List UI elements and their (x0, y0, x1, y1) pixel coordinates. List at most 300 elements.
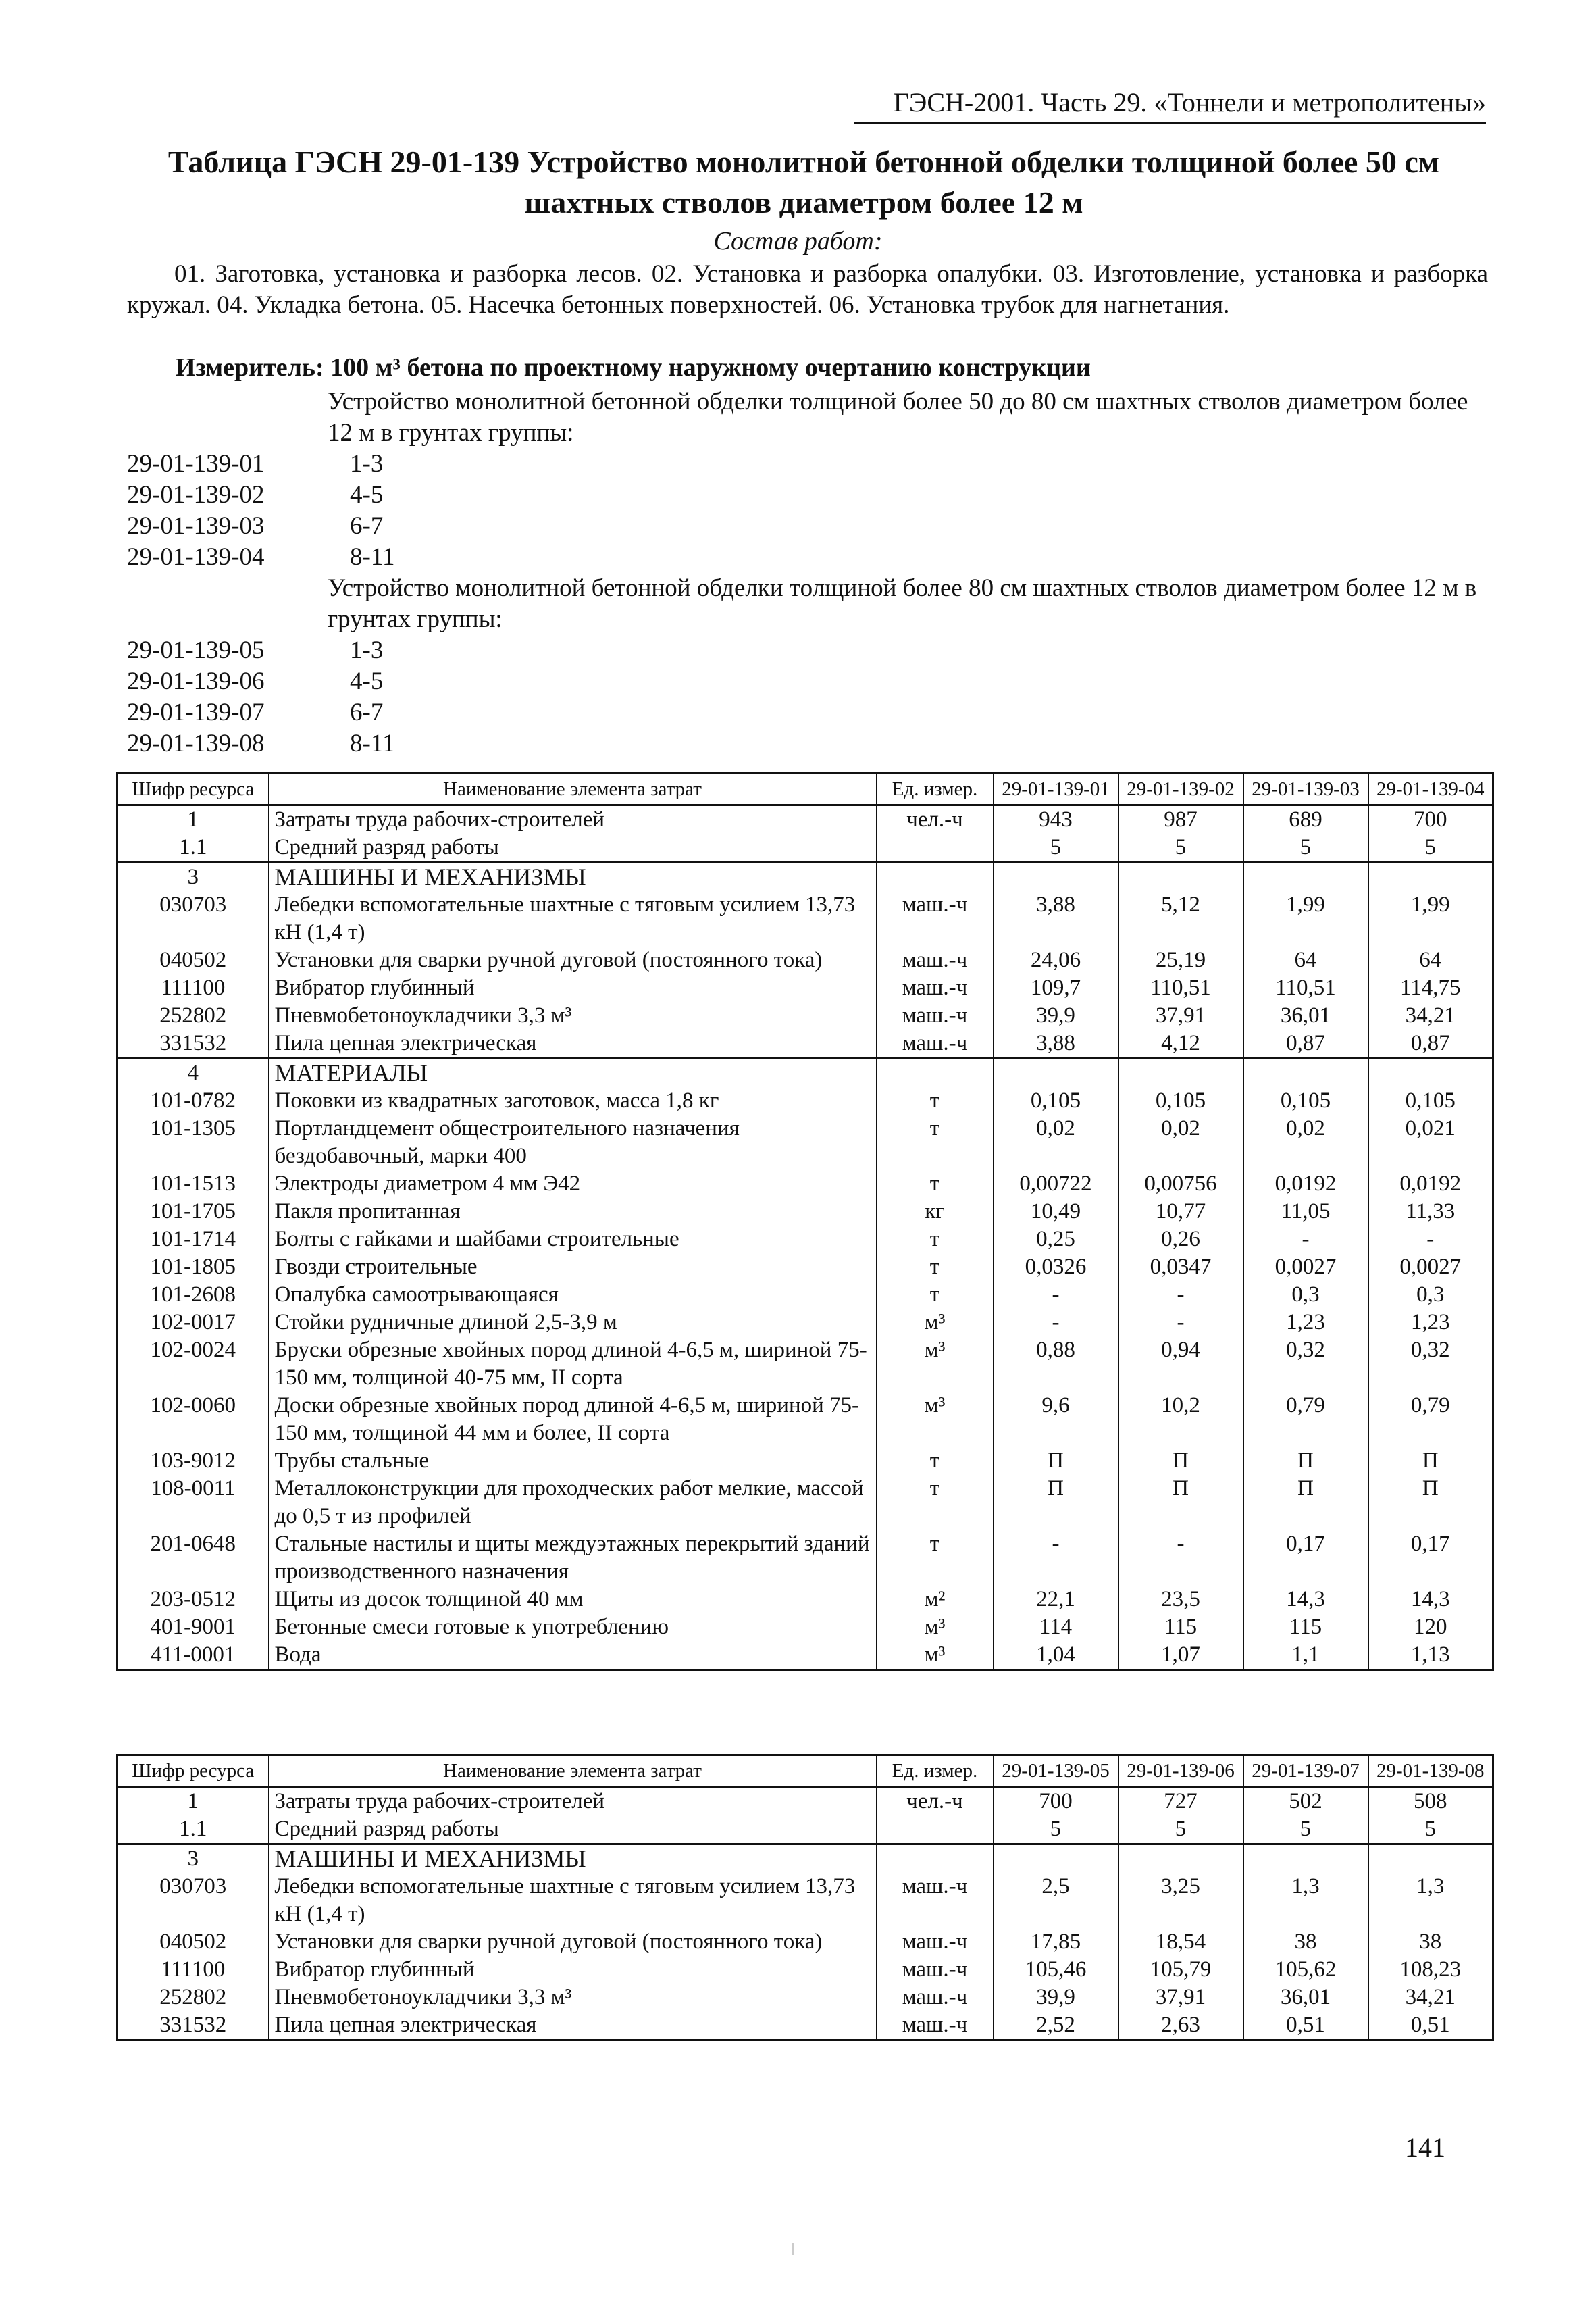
table-row (118, 1170, 1493, 1198)
resource-unit: маш.-ч (877, 1002, 994, 1030)
norm-value (994, 1059, 1118, 1088)
norm-value: 3,25 (1118, 1873, 1243, 1928)
norm-value: 34,21 (1368, 1984, 1493, 2011)
table-row (118, 1281, 1493, 1309)
table-row (118, 1844, 1493, 1873)
code-line (127, 511, 383, 542)
table-row (118, 1873, 1493, 1928)
group-heading-2: Устройство монолитной бетонной обделки толщиной более 80 см шахтных стволов диаметром более 12 м в грунтах группы: (328, 574, 1477, 633)
resource-unit: т (877, 1253, 994, 1281)
resource-code: 103-9012 (118, 1447, 269, 1475)
resource-unit (877, 1059, 994, 1088)
col-header-name: Наименование элемента затрат (269, 1755, 877, 1787)
table-row (118, 834, 1493, 863)
resource-unit: м³ (877, 1336, 994, 1392)
norm-value: 0,26 (1118, 1226, 1243, 1253)
table-row (118, 1336, 1493, 1392)
norm-value: 114,75 (1368, 974, 1493, 1002)
norm-value: 1,23 (1368, 1309, 1493, 1336)
resource-unit: маш.-ч (877, 1984, 994, 2011)
resource-code: 4 (118, 1059, 269, 1088)
norm-value (994, 863, 1118, 892)
resource-unit: чел.-ч (877, 1787, 994, 1816)
resource-unit: м³ (877, 1392, 994, 1447)
norm-value: 0,105 (1118, 1087, 1243, 1115)
norm-value: - (994, 1309, 1118, 1336)
norm-value: - (1243, 1226, 1368, 1253)
norm-value: 105,46 (994, 1956, 1118, 1984)
norm-value: 17,85 (994, 1928, 1118, 1956)
norm-value: 105,62 (1243, 1956, 1368, 1984)
table-header-row (118, 774, 1493, 805)
norm-value: 115 (1118, 1613, 1243, 1641)
soil-group: 4-5 (350, 668, 384, 695)
resource-unit: маш.-ч (877, 2011, 994, 2040)
norm-value: 10,2 (1118, 1392, 1243, 1447)
soil-group: 6-7 (350, 699, 384, 726)
resource-code: 1 (118, 805, 269, 834)
col-header-norm: 29-01-139-07 (1243, 1755, 1368, 1787)
norm-value: 5 (1368, 834, 1493, 863)
resource-unit: маш.-ч (877, 891, 994, 947)
col-header-norm: 29-01-139-02 (1118, 774, 1243, 805)
code-line (127, 697, 383, 728)
table-title: Таблица ГЭСН 29-01-139 Устройство монолитной бетонной обделки толщиной более 50 см шахтных стволов диаметром более 12 м (168, 145, 1440, 220)
norm-code: 29-01-139-01 (127, 450, 265, 478)
norm-value: - (1118, 1530, 1243, 1586)
norm-value: 64 (1243, 947, 1368, 974)
table-row (118, 891, 1493, 947)
norm-value: 39,9 (994, 1984, 1118, 2011)
norm-value: 0,32 (1243, 1336, 1368, 1392)
table-row (118, 947, 1493, 974)
norm-value: 115 (1243, 1613, 1368, 1641)
norm-value: 24,06 (994, 947, 1118, 974)
col-header-norm: 29-01-139-03 (1243, 774, 1368, 805)
table-row (118, 1641, 1493, 1670)
col-header-unit: Ед. измер. (877, 774, 994, 805)
norm-value: 0,00756 (1118, 1170, 1243, 1198)
resource-code: 030703 (118, 1873, 269, 1928)
norm-value: 10,49 (994, 1198, 1118, 1226)
resource-name: Затраты труда рабочих-строителей (269, 805, 877, 834)
norm-value: 700 (994, 1787, 1118, 1816)
resource-name: Установки для сварки ручной дуговой (постоянного тока) (269, 947, 877, 974)
norm-value: - (994, 1530, 1118, 1586)
norm-value: - (1118, 1309, 1243, 1336)
resource-unit: т (877, 1170, 994, 1198)
table-row (118, 1447, 1493, 1475)
table-row (118, 1613, 1493, 1641)
norm-value: 1,3 (1243, 1873, 1368, 1928)
resource-unit: т (877, 1115, 994, 1170)
code-line (127, 449, 383, 480)
resource-unit (877, 834, 994, 863)
resource-code: 203-0512 (118, 1586, 269, 1613)
norm-value: 0,0326 (994, 1253, 1118, 1281)
resource-code: 1.1 (118, 1815, 269, 1844)
norm-value: П (1368, 1475, 1493, 1530)
norm-value: 0,3 (1243, 1281, 1368, 1309)
resource-name: Лебедки вспомогательные шахтные с тяговым усилием 13,73 кН (1,4 т) (269, 891, 877, 947)
resource-name: Пила цепная электрическая (269, 1030, 877, 1059)
norm-value: 22,1 (994, 1586, 1118, 1613)
resource-code: 101-1513 (118, 1170, 269, 1198)
resource-code: 101-0782 (118, 1087, 269, 1115)
norm-value: 2,63 (1118, 2011, 1243, 2040)
norm-value: 1,3 (1368, 1873, 1493, 1928)
norm-value: П (1118, 1447, 1243, 1475)
norm-value: 11,33 (1368, 1198, 1493, 1226)
resource-code: 108-0011 (118, 1475, 269, 1530)
soil-group: 4-5 (350, 481, 384, 509)
resource-name: Вибратор глубинный (269, 1956, 877, 1984)
resource-name: Пила цепная электрическая (269, 2011, 877, 2040)
col-header-norm: 29-01-139-05 (994, 1755, 1118, 1787)
norm-value: 0,0347 (1118, 1253, 1243, 1281)
norm-value: 109,7 (994, 974, 1118, 1002)
scan-mark (792, 2243, 794, 2255)
resource-name: Вода (269, 1641, 877, 1670)
resource-name: Средний разряд работы (269, 834, 877, 863)
norm-value: 0,32 (1368, 1336, 1493, 1392)
resource-name: Затраты труда рабочих-строителей (269, 1787, 877, 1816)
norm-value: 0,105 (994, 1087, 1118, 1115)
norm-value: 37,91 (1118, 1984, 1243, 2011)
table-row (118, 1815, 1493, 1844)
norm-value: 3,88 (994, 891, 1118, 947)
resource-code: 3 (118, 863, 269, 892)
table-row (118, 974, 1493, 1002)
resource-name: Вибратор глубинный (269, 974, 877, 1002)
resource-name: Поковки из квадратных заготовок, масса 1,8 кг (269, 1087, 877, 1115)
norm-value: 39,9 (994, 1002, 1118, 1030)
table-row (118, 1002, 1493, 1030)
norm-value: 10,77 (1118, 1198, 1243, 1226)
resource-unit: кг (877, 1198, 994, 1226)
soil-group: 6-7 (350, 512, 384, 540)
resource-unit (877, 1844, 994, 1873)
table-header-row (118, 1755, 1493, 1787)
resource-unit: т (877, 1226, 994, 1253)
norm-value: 1,99 (1368, 891, 1493, 947)
resource-unit (877, 863, 994, 892)
resource-name: МАТЕРИАЛЫ (269, 1059, 877, 1088)
table-row (118, 1586, 1493, 1613)
norm-value: 37,91 (1118, 1002, 1243, 1030)
norm-value: 0,021 (1368, 1115, 1493, 1170)
resource-name: Бетонные смеси готовые к употреблению (269, 1613, 877, 1641)
norm-value: 25,19 (1118, 947, 1243, 974)
norm-value: 0,17 (1243, 1530, 1368, 1586)
table-row (118, 1226, 1493, 1253)
resource-code: 101-1714 (118, 1226, 269, 1253)
norm-value: 34,21 (1368, 1002, 1493, 1030)
norm-value: 2,52 (994, 2011, 1118, 2040)
norm-value: 0,79 (1243, 1392, 1368, 1447)
norm-value: 9,6 (994, 1392, 1118, 1447)
norm-value: 943 (994, 805, 1118, 834)
resource-code: 401-9001 (118, 1613, 269, 1641)
norm-value (1243, 1059, 1368, 1088)
resource-code: 101-2608 (118, 1281, 269, 1309)
resource-code: 331532 (118, 2011, 269, 2040)
norm-value: 23,5 (1118, 1586, 1243, 1613)
resource-code: 030703 (118, 891, 269, 947)
resource-name: Доски обрезные хвойных пород длиной 4-6,5 м, шириной 75-150 мм, толщиной 44 мм и более, II сорта (269, 1392, 877, 1447)
norm-value: 105,79 (1118, 1956, 1243, 1984)
code-line (127, 542, 394, 573)
col-header-name: Наименование элемента затрат (269, 774, 877, 805)
norm-value: 0,51 (1243, 2011, 1368, 2040)
norm-value: 38 (1243, 1928, 1368, 1956)
norm-value: - (1368, 1226, 1493, 1253)
norm-value (994, 1844, 1118, 1873)
resource-code: 102-0060 (118, 1392, 269, 1447)
resource-code: 3 (118, 1844, 269, 1873)
resource-name: Пакля пропитанная (269, 1198, 877, 1226)
resource-name: Пневмобетоноукладчики 3,3 м³ (269, 1984, 877, 2011)
norm-value: 2,5 (994, 1873, 1118, 1928)
norm-value: 5 (1243, 1815, 1368, 1844)
norm-value: 1,07 (1118, 1641, 1243, 1670)
norm-value: 36,01 (1243, 1002, 1368, 1030)
norm-value: 0,3 (1368, 1281, 1493, 1309)
norm-value (1118, 1059, 1243, 1088)
norm-value: 0,17 (1368, 1530, 1493, 1586)
resource-unit: маш.-ч (877, 947, 994, 974)
col-header-norm: 29-01-139-04 (1368, 774, 1493, 805)
norm-value (1243, 1844, 1368, 1873)
soil-group: 8-11 (350, 730, 395, 757)
norm-value: П (1118, 1475, 1243, 1530)
table-row (118, 1984, 1493, 2011)
resource-unit: т (877, 1475, 994, 1530)
table-row (118, 1115, 1493, 1170)
resource-unit (877, 1815, 994, 1844)
norm-value: 14,3 (1368, 1586, 1493, 1613)
table-row (118, 1059, 1493, 1088)
norm-value: 11,05 (1243, 1198, 1368, 1226)
resource-code: 101-1705 (118, 1198, 269, 1226)
resource-unit: т (877, 1530, 994, 1586)
works-description: 01. Заготовка, установка и разборка лесов. 02. Установка и разборка опалубки. 03. Изготовление, установка и разборка кружал. 04. Укладка бетона. 05. Насечка бетонных поверхностей. 06. Установка трубок для нагнетания. (127, 260, 1488, 319)
col-header-norm: 29-01-139-01 (994, 774, 1118, 805)
col-header-code: Шифр ресурса (118, 1755, 269, 1787)
page-number: 141 (1405, 2132, 1445, 2163)
col-header-code: Шифр ресурса (118, 774, 269, 805)
norm-value: 3,88 (994, 1030, 1118, 1059)
norm-value: П (1243, 1475, 1368, 1530)
resource-code: 040502 (118, 1928, 269, 1956)
soil-group: 8-11 (350, 543, 395, 571)
running-header: ГЭСН-2001. Часть 29. «Тоннели и метрополитены» (854, 86, 1486, 124)
norm-value: 4,12 (1118, 1030, 1243, 1059)
table-row (118, 1309, 1493, 1336)
group-heading-1: Устройство монолитной бетонной обделки толщиной более 50 до 80 см шахтных стволов диаметром более 12 м в грунтах группы: (328, 388, 1468, 447)
resource-name: МАШИНЫ И МЕХАНИЗМЫ (269, 1844, 877, 1873)
code-line (127, 728, 394, 759)
norm-value (1118, 1844, 1243, 1873)
norm-value: 0,94 (1118, 1336, 1243, 1392)
norm-value: 38 (1368, 1928, 1493, 1956)
norm-value: 0,0192 (1243, 1170, 1368, 1198)
norm-value: 700 (1368, 805, 1493, 834)
table-row (118, 2011, 1493, 2040)
resource-name: Электроды диаметром 4 мм Э42 (269, 1170, 877, 1198)
resource-unit: м³ (877, 1613, 994, 1641)
norm-value: 0,02 (1243, 1115, 1368, 1170)
col-header-norm: 29-01-139-06 (1118, 1755, 1243, 1787)
norm-value: П (994, 1475, 1118, 1530)
norm-value: 14,3 (1243, 1586, 1368, 1613)
resource-name: Гвозди строительные (269, 1253, 877, 1281)
resource-code: 102-0017 (118, 1309, 269, 1336)
table-row (118, 1787, 1493, 1816)
resource-unit: м³ (877, 1641, 994, 1670)
norm-value: 5 (1118, 834, 1243, 863)
table-row (118, 1198, 1493, 1226)
norm-value: 0,88 (994, 1336, 1118, 1392)
norm-value: - (1118, 1281, 1243, 1309)
resource-unit: маш.-ч (877, 1956, 994, 1984)
norm-code: 29-01-139-05 (127, 636, 265, 664)
resource-code: 201-0648 (118, 1530, 269, 1586)
norm-value: 508 (1368, 1787, 1493, 1816)
norm-value: 0,0027 (1243, 1253, 1368, 1281)
norm-value: 987 (1118, 805, 1243, 834)
resource-code: 411-0001 (118, 1641, 269, 1670)
resource-code: 111100 (118, 974, 269, 1002)
resource-code: 102-0024 (118, 1336, 269, 1392)
resource-unit: м² (877, 1586, 994, 1613)
norm-value: 1,13 (1368, 1641, 1493, 1670)
resource-name: Установки для сварки ручной дуговой (постоянного тока) (269, 1928, 877, 1956)
norm-value: 502 (1243, 1787, 1368, 1816)
code-line (127, 666, 383, 697)
norm-value: - (994, 1281, 1118, 1309)
resource-name: Стальные настилы и щиты междуэтажных перекрытий зданий производственного назначения (269, 1530, 877, 1586)
table-row (118, 1392, 1493, 1447)
norm-value: 0,02 (1118, 1115, 1243, 1170)
measure-unit: Измеритель: 100 м³ бетона по проектному наружному очертанию конструкции (176, 353, 1091, 382)
table-row (118, 1253, 1493, 1281)
table-row (118, 1030, 1493, 1059)
norm-value: П (1368, 1447, 1493, 1475)
norm-code: 29-01-139-06 (127, 668, 265, 695)
norm-value: 0,02 (994, 1115, 1118, 1170)
resource-code: 1 (118, 1787, 269, 1816)
norm-value: П (1243, 1447, 1368, 1475)
norm-value: 5 (1368, 1815, 1493, 1844)
resource-code: 252802 (118, 1002, 269, 1030)
resource-table-1 (116, 772, 1494, 1671)
resource-unit: чел.-ч (877, 805, 994, 834)
table-row (118, 1928, 1493, 1956)
norm-code: 29-01-139-02 (127, 481, 265, 509)
soil-group: 1-3 (350, 450, 384, 478)
norm-value: 0,00722 (994, 1170, 1118, 1198)
norm-value: 64 (1368, 947, 1493, 974)
norm-value: 1,99 (1243, 891, 1368, 947)
norm-value: 0,25 (994, 1226, 1118, 1253)
resource-unit: м³ (877, 1309, 994, 1336)
resource-table-2 (116, 1754, 1494, 2041)
resource-unit: т (877, 1447, 994, 1475)
norm-value: 5 (1118, 1815, 1243, 1844)
norm-value: 689 (1243, 805, 1368, 834)
norm-value: 5 (994, 834, 1118, 863)
col-header-norm: 29-01-139-08 (1368, 1755, 1493, 1787)
table-row (118, 1087, 1493, 1115)
norm-code: 29-01-139-03 (127, 512, 265, 540)
norm-value: 108,23 (1368, 1956, 1493, 1984)
soil-group: 1-3 (350, 636, 384, 664)
norm-value: 727 (1118, 1787, 1243, 1816)
table-row (118, 1475, 1493, 1530)
norm-value: 1,04 (994, 1641, 1118, 1670)
norm-value: 1,23 (1243, 1309, 1368, 1336)
works-heading: Состав работ: (713, 227, 883, 255)
resource-name: Портландцемент общестроительного назначения бездобавочный, марки 400 (269, 1115, 877, 1170)
norm-value: 0,51 (1368, 2011, 1493, 2040)
col-header-unit: Ед. измер. (877, 1755, 994, 1787)
resource-name: Лебедки вспомогательные шахтные с тяговым усилием 13,73 кН (1,4 т) (269, 1873, 877, 1928)
table-row (118, 1530, 1493, 1586)
norm-value: 110,51 (1118, 974, 1243, 1002)
resource-code: 331532 (118, 1030, 269, 1059)
resource-unit: маш.-ч (877, 974, 994, 1002)
norm-value: 114 (994, 1613, 1118, 1641)
norm-value: 0,79 (1368, 1392, 1493, 1447)
resource-code: 101-1805 (118, 1253, 269, 1281)
resource-unit: т (877, 1281, 994, 1309)
resource-unit: маш.-ч (877, 1928, 994, 1956)
resource-name: Пневмобетоноукладчики 3,3 м³ (269, 1002, 877, 1030)
table-row (118, 805, 1493, 834)
code-line (127, 635, 383, 666)
resource-name: Бруски обрезные хвойных пород длиной 4-6,5 м, шириной 75-150 мм, толщиной 40-75 мм, II сорта (269, 1336, 877, 1392)
norm-value: 1,1 (1243, 1641, 1368, 1670)
resource-code: 1.1 (118, 834, 269, 863)
resource-code: 111100 (118, 1956, 269, 1984)
norm-value: 18,54 (1118, 1928, 1243, 1956)
norm-value: 5,12 (1118, 891, 1243, 947)
norm-value (1368, 863, 1493, 892)
norm-value: 0,0192 (1368, 1170, 1493, 1198)
resource-code: 252802 (118, 1984, 269, 2011)
table-row (118, 1956, 1493, 1984)
resource-code: 040502 (118, 947, 269, 974)
norm-value: 0,105 (1243, 1087, 1368, 1115)
resource-name: МАШИНЫ И МЕХАНИЗМЫ (269, 863, 877, 892)
norm-value: 5 (994, 1815, 1118, 1844)
norm-code: 29-01-139-07 (127, 699, 265, 726)
norm-value: 110,51 (1243, 974, 1368, 1002)
norm-value (1368, 1059, 1493, 1088)
resource-unit: т (877, 1087, 994, 1115)
norm-value: П (994, 1447, 1118, 1475)
norm-value (1368, 1844, 1493, 1873)
table-row (118, 863, 1493, 892)
resource-name: Металлоконструкции для проходческих работ мелкие, массой до 0,5 т из профилей (269, 1475, 877, 1530)
resource-name: Средний разряд работы (269, 1815, 877, 1844)
norm-value (1243, 863, 1368, 892)
resource-code: 101-1305 (118, 1115, 269, 1170)
norm-value: 0,105 (1368, 1087, 1493, 1115)
norm-value: 5 (1243, 834, 1368, 863)
norm-value: 0,87 (1368, 1030, 1493, 1059)
